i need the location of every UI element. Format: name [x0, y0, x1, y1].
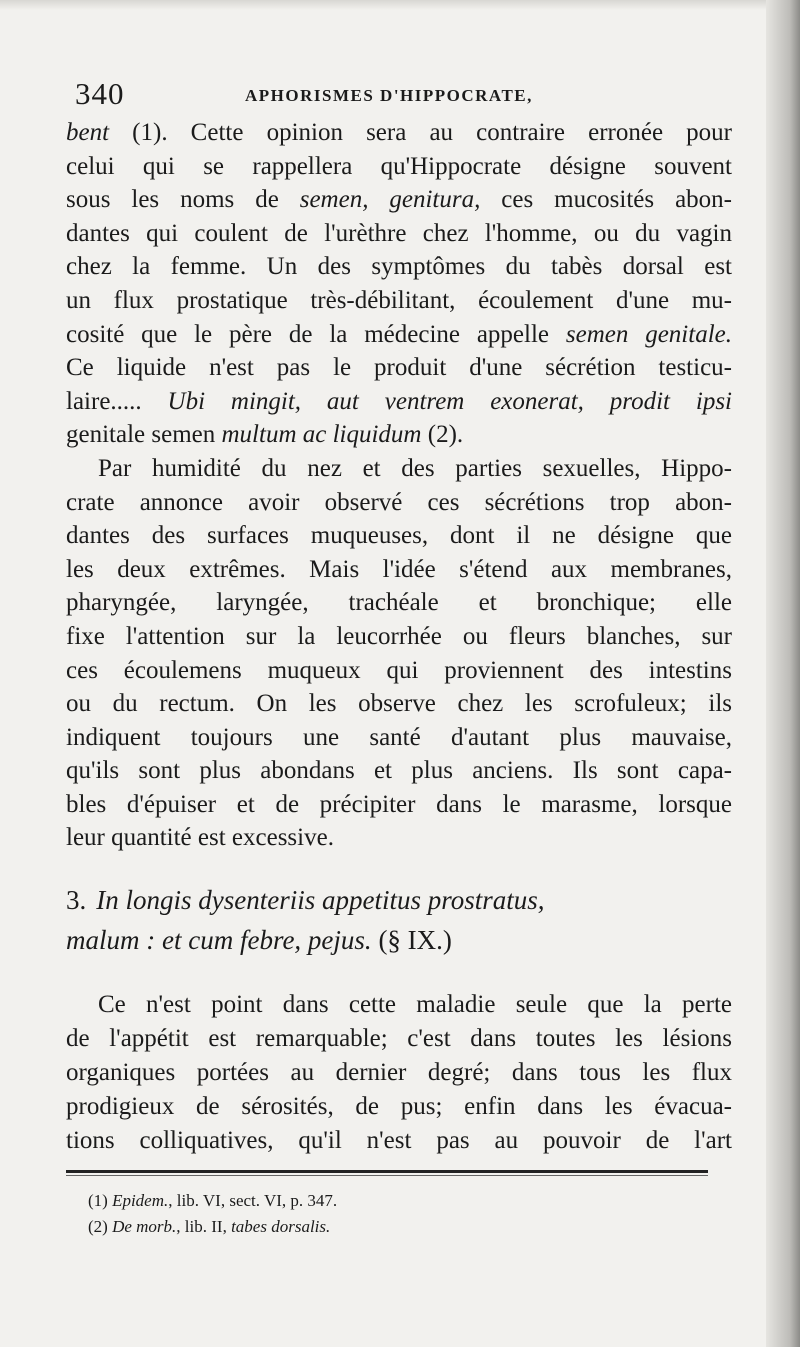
page-binding-shadow [766, 0, 800, 1347]
text-line: ces écoulemens muqueux qui proviennent des intestins [66, 656, 732, 684]
text-line: celui qui se rappellera qu'Hippocrate désigne souvent [66, 152, 732, 180]
text-line: ou du rectum. On les observe chez les scrofuleux; ils [66, 690, 732, 718]
text-line: leur quantité est excessive. [66, 824, 334, 852]
aphorism-heading [66, 880, 732, 960]
text-line: les deux extrêmes. Mais l'idée s'étend aux membranes, [66, 555, 732, 583]
commentary-paragraph [66, 988, 732, 1158]
running-title: APHORISMES D'HIPPOCRATE, [245, 86, 533, 105]
text-line: bent (1). Cette opinion sera au contraire erronée pour [66, 119, 732, 146]
page-header [75, 76, 595, 116]
text-line: qu'ils sont plus abondans et plus anciens. Ils sont capa- [66, 757, 732, 785]
text-line: genitale semen multum ac liquidum (2). [66, 421, 464, 449]
aphorism-line-2: malum : et cum febre, pejus. (§ IX.) [66, 925, 452, 955]
text-line: laire..... Ubi mingit, aut ventrem exonerat, prodit ipsi [66, 387, 732, 415]
footnote-2: (2) De morb., lib. II, tabes dorsalis. [88, 1217, 331, 1236]
text-line: Par humidité du nez et des parties sexuelles, Hippo- [98, 454, 732, 482]
page-top-shadow [0, 0, 800, 10]
text-line: dantes qui coulent de l'urèthre chez l'homme, ou du vagin [66, 219, 732, 247]
body-paragraphs [66, 116, 732, 855]
text-line: un flux prostatique très-débilitant, écoulement d'une mu- [66, 286, 732, 314]
text-line: cosité que le père de la médecine appelle semen genitale. [66, 320, 732, 348]
aphorism-number: 3. [66, 885, 87, 915]
text-line: de l'appétit est remarquable; c'est dans toutes les lésions [66, 1025, 732, 1052]
text-line: prodigieux de sérosités, de pus; enfin dans les évacua- [66, 1093, 732, 1120]
page-number: 340 [75, 76, 125, 111]
aphorism-reference: (§ IX.) [378, 925, 452, 955]
text-line: chez la femme. Un des symptômes du tabès dorsal est [66, 253, 732, 281]
text-line: fixe l'attention sur la leucorrhée ou fleurs blanches, sur [66, 622, 732, 650]
text-line: Ce n'est point dans cette maladie seule que la perte [98, 991, 732, 1018]
footnote-rule [66, 1170, 708, 1173]
footnote-1: (1) Epidem., lib. VI, sect. VI, p. 347. [88, 1191, 338, 1210]
aphorism-line-1: 3. In longis dysenteriis appetitus prostratus, [66, 885, 545, 915]
footnote-rule-thin [66, 1175, 708, 1176]
text-line: dantes des surfaces muqueuses, dont il ne désigne que [66, 522, 732, 550]
text-line: sous les noms de semen, genitura, ces mucosités abon- [66, 186, 732, 214]
text-line: Ce liquide n'est pas le produit d'une sécrétion testicu- [66, 354, 732, 382]
text-line: organiques portées au dernier degré; dans tous les flux [66, 1059, 732, 1086]
text-line: bles d'épuiser et de précipiter dans le marasme, lorsque [66, 790, 732, 818]
text-line: pharyngée, laryngée, trachéale et bronchique; elle [66, 589, 732, 617]
text-line: indiquent toujours une santé d'autant plus mauvaise, [66, 723, 732, 751]
text-line: crate annonce avoir observé ces sécrétions trop abon- [66, 488, 732, 516]
footnotes [88, 1188, 688, 1240]
text-line: tions colliquatives, qu'il n'est pas au pouvoir de l'art [66, 1127, 732, 1154]
